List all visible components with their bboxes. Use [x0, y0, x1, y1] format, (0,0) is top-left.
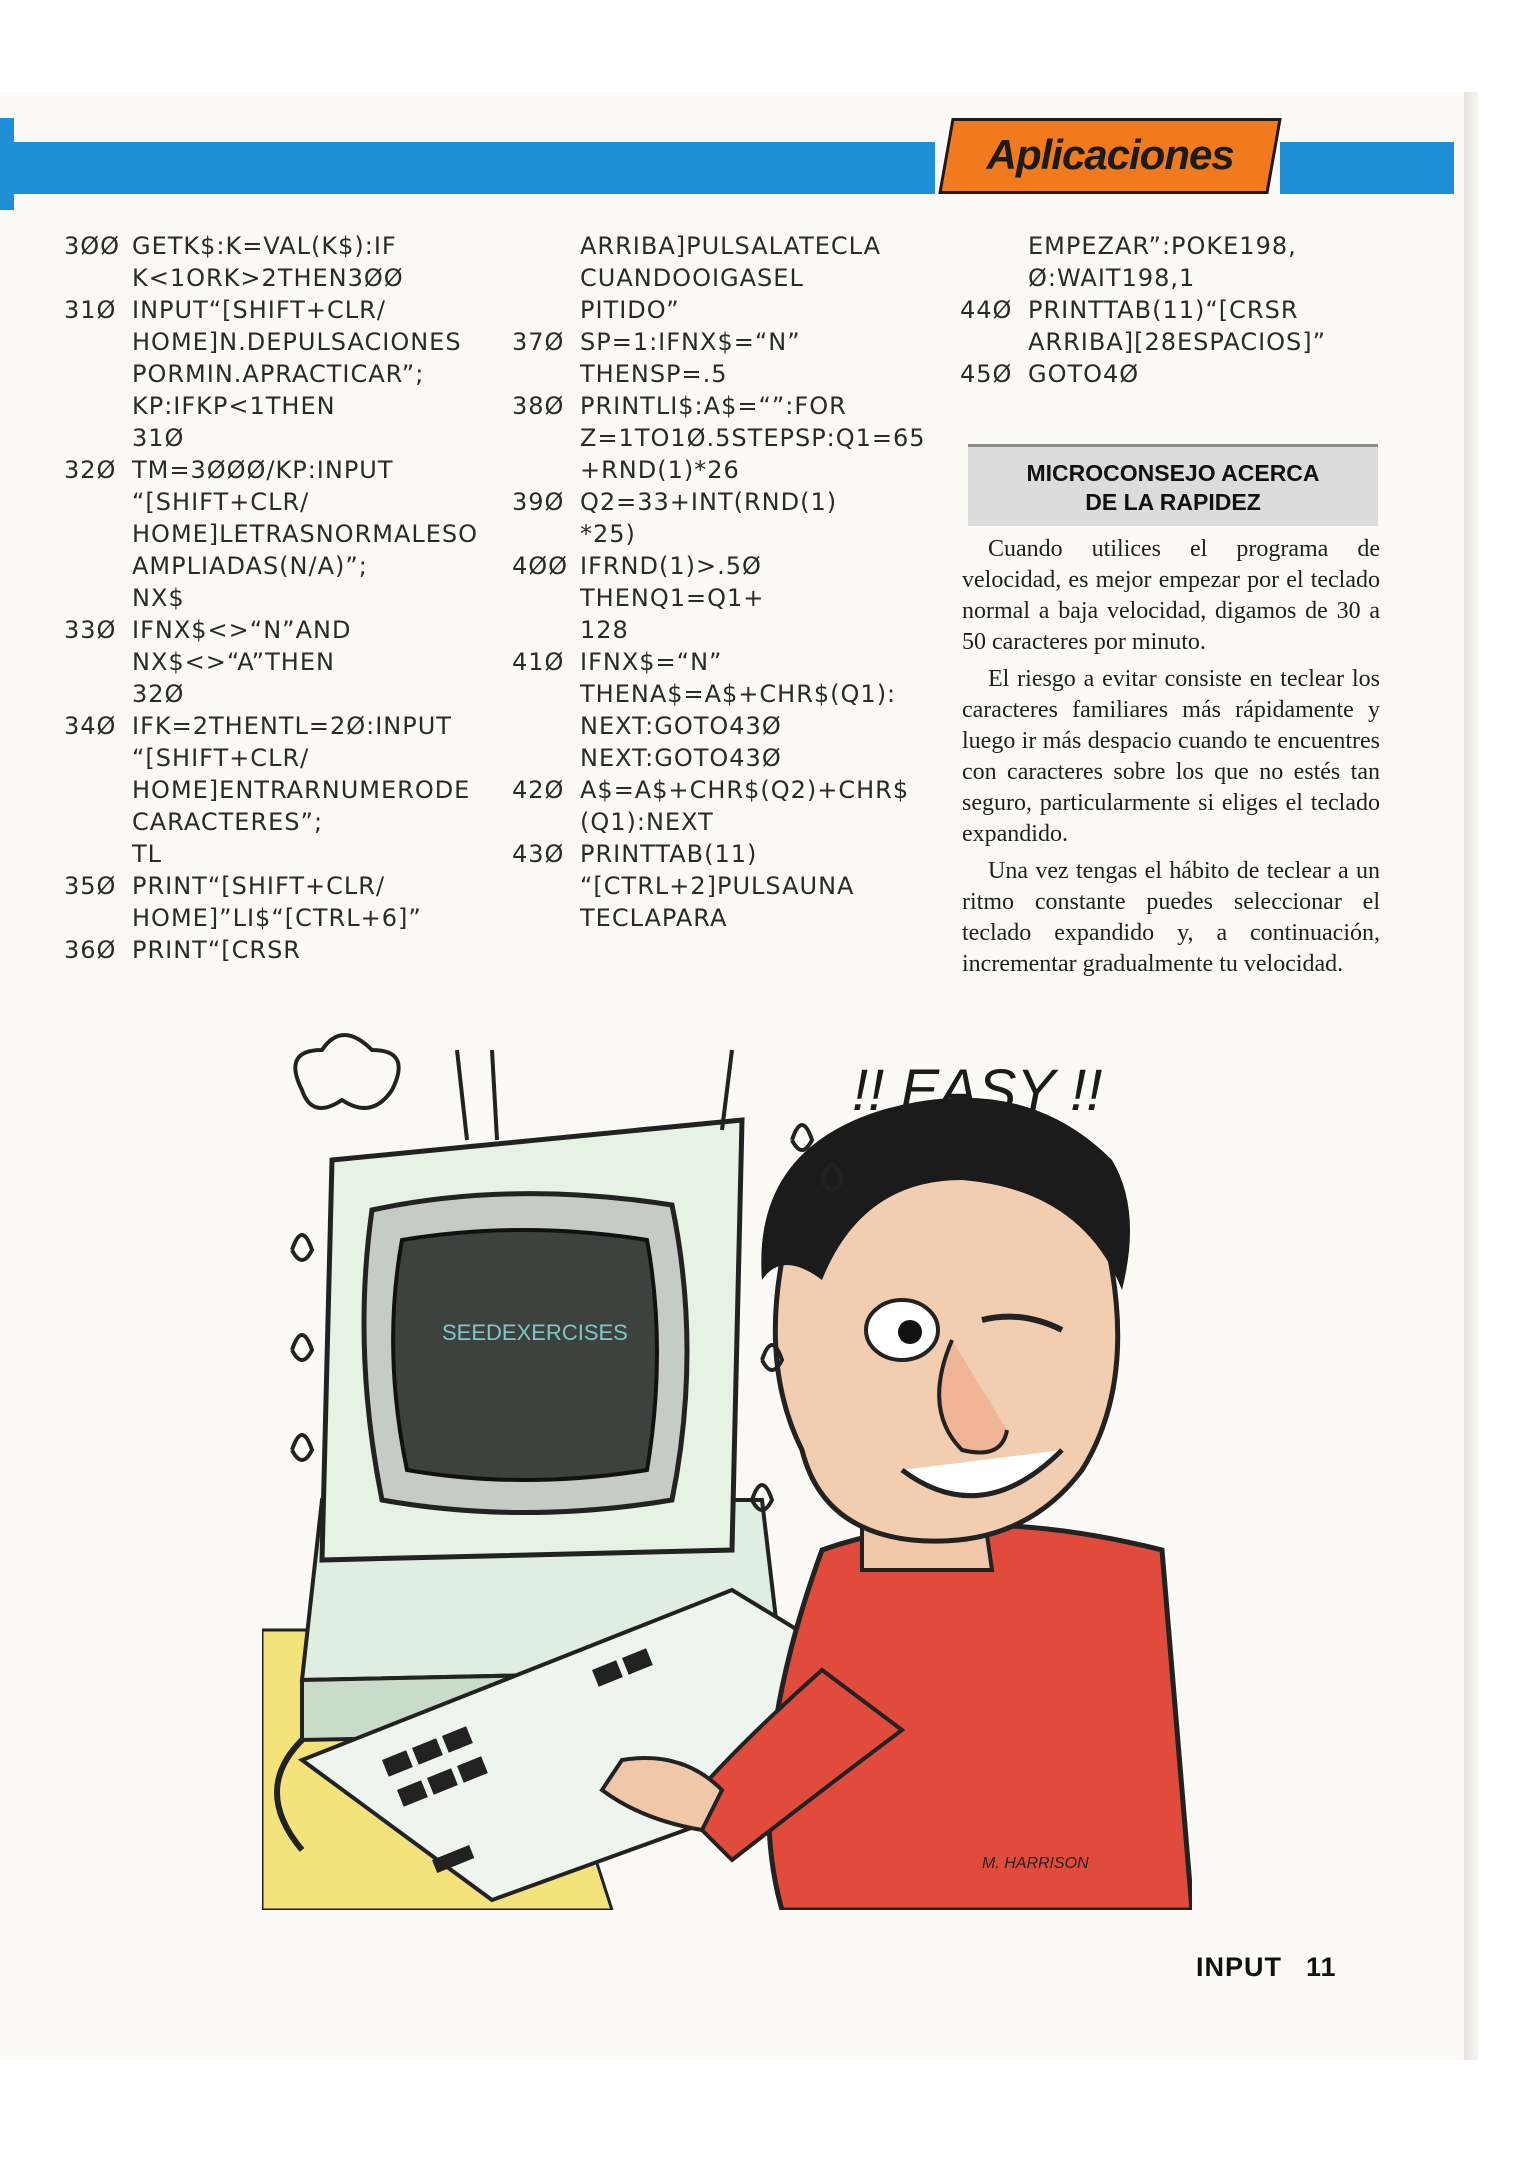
code-line	[512, 454, 932, 486]
code-text: NX$	[132, 584, 185, 612]
code-line	[512, 518, 932, 550]
line-number: 38Ø	[512, 392, 565, 420]
code-text: ARRIBA][28ESPACIOS]”	[1028, 328, 1327, 356]
screen	[393, 1230, 657, 1480]
code-text: +RND(1)*26	[580, 456, 740, 484]
code-text: CARACTERES”;	[132, 808, 324, 836]
code-line	[512, 486, 932, 518]
code-text: KP:IFKP<1THEN	[132, 392, 336, 420]
tip-paragraph: El riesgo a evitar consiste en teclear los caracteres familiares más rápidamente y luego ir más despacio cuando te encuentres con caracteres sobre los que no estés tan seguro, particularmente si eliges el teclado expandido.	[962, 666, 1380, 847]
code-text: “[SHIFT+CLR/	[132, 744, 310, 772]
page-number: 11	[1306, 1952, 1337, 1982]
code-column-1	[64, 230, 484, 966]
code-line	[512, 390, 932, 422]
line-number: 3ØØ	[64, 232, 121, 260]
code-text: PRINT“[SHIFT+CLR/	[132, 872, 386, 900]
code-line	[64, 870, 484, 902]
code-line	[64, 518, 484, 550]
code-text: TL	[132, 840, 163, 868]
code-line	[64, 806, 484, 838]
line-number: 34Ø	[64, 712, 117, 740]
code-text: PRINTTAB(11)	[580, 840, 758, 868]
code-text: HOME]N.DEPULSACIONES	[132, 328, 462, 356]
line-number: 33Ø	[64, 616, 117, 644]
code-line	[64, 838, 484, 870]
line-number: 36Ø	[64, 936, 117, 964]
code-line	[960, 230, 1360, 262]
code-text: THENA$=A$+CHR$(Q1):	[580, 680, 897, 708]
code-line	[64, 390, 484, 422]
code-line	[64, 294, 484, 326]
code-text: A$=A$+CHR$(Q2)+CHR$	[580, 776, 910, 804]
code-line	[64, 454, 484, 486]
line-number: 43Ø	[512, 840, 565, 868]
code-line	[512, 294, 932, 326]
code-line	[64, 742, 484, 774]
code-line	[64, 614, 484, 646]
line-number: 32Ø	[64, 456, 117, 484]
code-text: PRINTTAB(11)“[CRSR	[1028, 296, 1299, 324]
section-label: Aplicaciones	[986, 131, 1234, 178]
code-line	[512, 614, 932, 646]
code-line	[512, 358, 932, 390]
code-text: INPUT“[SHIFT+CLR/	[132, 296, 386, 324]
code-text: IFK=2THENTL=2Ø:INPUT	[132, 712, 452, 740]
code-text: IFRND(1)>.5Ø	[580, 552, 762, 580]
code-text: THENSP=.5	[580, 360, 728, 388]
code-text: Z=1TO1Ø.5STEPSP:Q1=65	[580, 424, 926, 452]
code-text: HOME]ENTRARNUMERODE	[132, 776, 471, 804]
code-line	[960, 262, 1360, 294]
code-text: “[CTRL+2]PULSAUNA	[580, 872, 855, 900]
code-line	[512, 742, 932, 774]
code-line	[64, 678, 484, 710]
code-line	[64, 326, 484, 358]
code-text: GETK$:K=VAL(K$):IF	[132, 232, 397, 260]
code-text: SP=1:IFNX$=“N”	[580, 328, 801, 356]
code-text: IFNX$<>“N”AND	[132, 616, 352, 644]
tip-body	[962, 534, 1380, 986]
code-text: IFNX$=“N”	[580, 648, 723, 676]
header-bar-right	[1280, 142, 1454, 194]
code-text: PRINTLI$:A$=“”:FOR	[580, 392, 847, 420]
code-line	[512, 326, 932, 358]
code-text: ARRIBA]PULSALATECLA	[580, 232, 881, 260]
code-line	[64, 486, 484, 518]
code-line	[64, 262, 484, 294]
line-number: 35Ø	[64, 872, 117, 900]
code-column-2	[512, 230, 932, 934]
section-tab	[938, 118, 1281, 194]
code-line	[512, 262, 932, 294]
tip-paragraph: Cuando utilices el programa de velocidad, es mejor empezar por el teclado normal a baja velocidad, digamos de 30 a 50 caracteres por minuto.	[962, 536, 1380, 655]
code-text: “[SHIFT+CLR/	[132, 488, 310, 516]
code-line	[64, 358, 484, 390]
code-text: TM=3ØØØ/KP:INPUT	[132, 456, 394, 484]
code-text: THENQ1=Q1+	[580, 584, 765, 612]
code-text: PITIDO”	[580, 296, 680, 324]
code-text: EMPEZAR”:POKE198,	[1028, 232, 1297, 260]
code-text: Ø:WAIT198,1	[1028, 264, 1196, 292]
code-line	[512, 678, 932, 710]
code-text: AMPLIADAS(N/A)”;	[132, 552, 368, 580]
code-text: NX$<>“A”THEN	[132, 648, 335, 676]
code-line	[64, 422, 484, 454]
code-line	[960, 326, 1360, 358]
code-line	[960, 358, 1360, 390]
code-line	[512, 582, 932, 614]
code-text: NEXT:GOTO43Ø	[580, 744, 782, 772]
code-line	[64, 230, 484, 262]
line-number: 41Ø	[512, 648, 565, 676]
page-edge	[1464, 92, 1478, 2060]
code-line	[512, 774, 932, 806]
code-line	[512, 806, 932, 838]
code-text: PRINT“[CRSR	[132, 936, 301, 964]
code-text: 128	[580, 616, 629, 644]
code-line	[64, 902, 484, 934]
code-line	[64, 550, 484, 582]
code-text: PORMIN.APRACTICAR”;	[132, 360, 425, 388]
line-number: 4ØØ	[512, 552, 569, 580]
code-text: Q2=33+INT(RND(1)	[580, 488, 838, 516]
code-text: NEXT:GOTO43Ø	[580, 712, 782, 740]
tip-title-line-2: DE LA RAPIDEZ	[1085, 489, 1261, 515]
code-text: (Q1):NEXT	[580, 808, 714, 836]
shout-text: !! EASY !!	[852, 1058, 1103, 1123]
code-column-3	[960, 230, 1360, 390]
code-line	[512, 230, 932, 262]
line-number: 45Ø	[960, 360, 1013, 388]
code-line	[64, 710, 484, 742]
line-number: 39Ø	[512, 488, 565, 516]
code-line	[512, 870, 932, 902]
code-text: 31Ø	[132, 424, 185, 452]
code-line	[64, 646, 484, 678]
code-text: *25)	[580, 520, 636, 548]
code-line	[512, 646, 932, 678]
code-text: K<1ORK>2THEN3ØØ	[132, 264, 404, 292]
code-line	[960, 294, 1360, 326]
code-line	[64, 582, 484, 614]
code-line	[512, 710, 932, 742]
magazine-name: INPUT	[1196, 1952, 1282, 1982]
line-number: 37Ø	[512, 328, 565, 356]
code-text: CUANDOOIGASEL	[580, 264, 804, 292]
line-number: 31Ø	[64, 296, 117, 324]
code-line	[64, 774, 484, 806]
artist-signature: M. HARRISON	[982, 1855, 1089, 1872]
code-line	[512, 550, 932, 582]
code-text: GOTO4Ø	[1028, 360, 1140, 388]
code-line	[64, 934, 484, 966]
tip-title-line-1: MICROCONSEJO ACERCA	[1026, 460, 1320, 486]
line-number: 42Ø	[512, 776, 565, 804]
code-text: HOME]”LI$“[CTRL+6]”	[132, 904, 422, 932]
code-line	[512, 838, 932, 870]
code-text: TECLAPARA	[580, 904, 728, 932]
screen-text: SEEDEXERCISES	[442, 1320, 628, 1345]
line-number: 44Ø	[960, 296, 1013, 324]
header-bar-left	[0, 142, 935, 194]
code-text: 32Ø	[132, 680, 185, 708]
tip-paragraph: Una vez tengas el hábito de teclear a un ritmo constante puedes seleccionar el teclado expandido y, a continuación, incrementar gradualmente tu velocidad.	[962, 858, 1380, 977]
code-text: HOME]LETRASNORMALESO	[132, 520, 479, 548]
page-footer	[1196, 1952, 1337, 1983]
code-line	[512, 422, 932, 454]
tip-title	[968, 444, 1378, 526]
code-line	[512, 902, 932, 934]
cartoon-illustration	[262, 1030, 1192, 1910]
